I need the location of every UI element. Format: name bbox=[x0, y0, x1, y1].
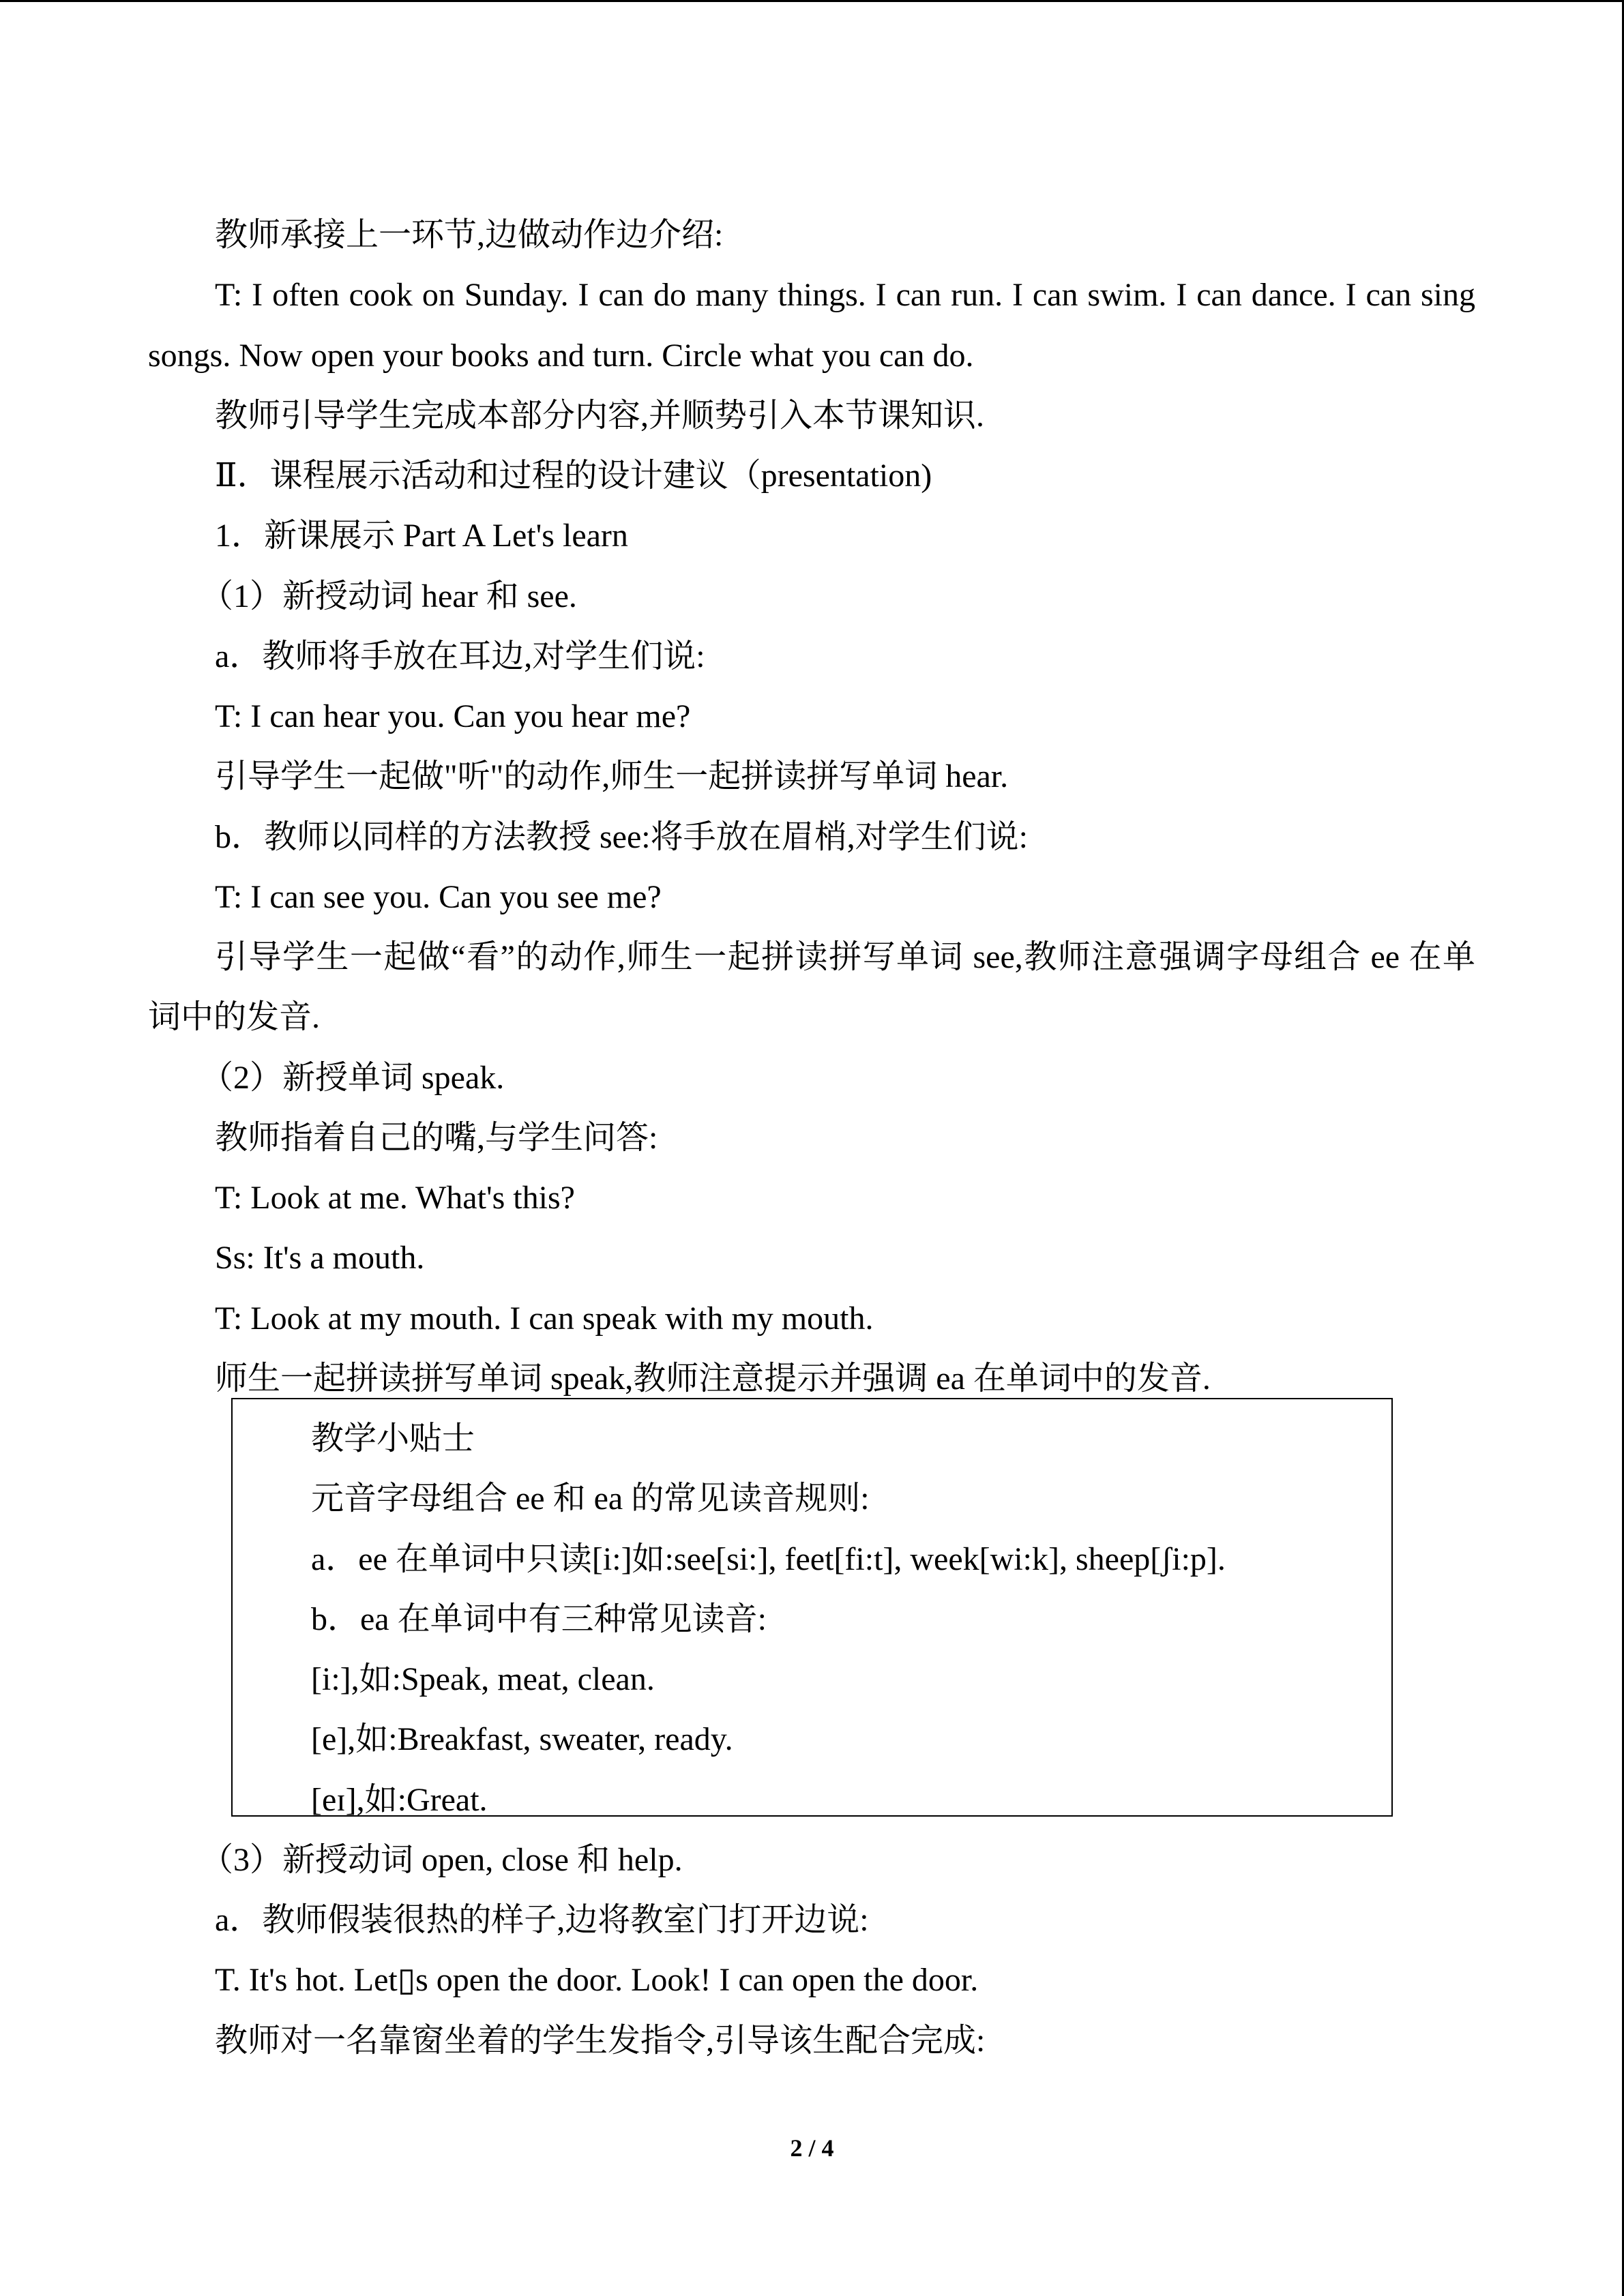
dialogue-line: Ss: It's a mouth. bbox=[215, 1240, 425, 1277]
step-heading: （3）新授动词 open, close 和 help. bbox=[201, 1841, 683, 1878]
dialogue-line: T. It's hot. Let▯s open the door. Look! I can open the door. bbox=[215, 1962, 979, 1999]
tip-box-rule-heading: 元音字母组合 ee 和 ea 的常见读音规则: bbox=[311, 1480, 870, 1517]
section-heading: Ⅱ．课程展示活动和过程的设计建议（presentation) bbox=[215, 458, 932, 494]
subsection-heading: 1．新课展示 Part A Let's learn bbox=[215, 518, 628, 554]
instruction-paragraph: 引导学生一起做“看”的动作,师生一起拼读拼写单词 see,教师注意强调字母组合 ee 在单 bbox=[215, 939, 1475, 975]
document-body bbox=[0, 205, 1624, 2071]
instruction-paragraph-continuation: 词中的发音. bbox=[148, 999, 321, 1036]
dialogue-line-continuation: songs. Now open your books and turn. Circle what you can do. bbox=[148, 337, 974, 374]
instruction-paragraph: 引导学生一起做"听"的动作,师生一起拼读拼写单词 hear. bbox=[215, 758, 1009, 795]
instruction-paragraph: 教师指着自己的嘴,与学生问答: bbox=[215, 1119, 658, 1156]
step-heading: （2）新授单词 speak. bbox=[201, 1059, 505, 1096]
instruction-paragraph: 教师承接上一环节,边做动作边介绍: bbox=[215, 217, 724, 253]
page-number: 2 / 4 bbox=[790, 2134, 834, 2162]
tip-box-item: [i:],如:Speak, meat, clean. bbox=[311, 1661, 655, 1697]
instruction-paragraph: 教师引导学生完成本部分内容,并顺势引入本节课知识. bbox=[215, 397, 985, 434]
step-item: a．教师将手放在耳边,对学生们说: bbox=[215, 638, 705, 674]
step-item: a．教师假装很热的样子,边将教室门打开边说: bbox=[215, 1902, 869, 1938]
tip-box-title: 教学小贴士 bbox=[311, 1420, 475, 1457]
step-heading: （1）新授动词 hear 和 see. bbox=[201, 578, 577, 614]
teaching-tip-box bbox=[0, 1409, 1624, 1830]
dialogue-line: T: Look at my mouth. I can speak with my mouth. bbox=[215, 1300, 874, 1337]
tip-box-item: [eɪ],如:Great. bbox=[311, 1781, 488, 1818]
dialogue-line: T: I can hear you. Can you hear me? bbox=[215, 698, 691, 734]
page-top-border bbox=[0, 0, 1624, 2]
instruction-paragraph: 教师对一名靠窗坐着的学生发指令,引导该生配合完成: bbox=[215, 2022, 986, 2059]
tip-box-item: b．ea 在单词中有三种常见读音: bbox=[311, 1600, 767, 1637]
step-item: b．教师以同样的方法教授 see:将手放在眉梢,对学生们说: bbox=[215, 818, 1028, 855]
tip-box-item: [e],如:Breakfast, sweater, ready. bbox=[311, 1721, 733, 1758]
tip-box-item: a．ee 在单词中只读[i:]如:see[si:], feet[fi:t], week[wi:k], sheep[ʃi:p]. bbox=[311, 1540, 1226, 1577]
tip-box-border bbox=[231, 1398, 1393, 1817]
dialogue-line: T: I can see you. Can you see me? bbox=[215, 878, 662, 915]
dialogue-line: T: I often cook on Sunday. I can do many things. I can run. I can swim. I can dance. I can sing bbox=[215, 277, 1475, 314]
instruction-paragraph: 师生一起拼读拼写单词 speak,教师注意提示并强调 ea 在单词中的发音. bbox=[215, 1360, 1211, 1397]
dialogue-line: T: Look at me. What's this? bbox=[215, 1180, 575, 1216]
